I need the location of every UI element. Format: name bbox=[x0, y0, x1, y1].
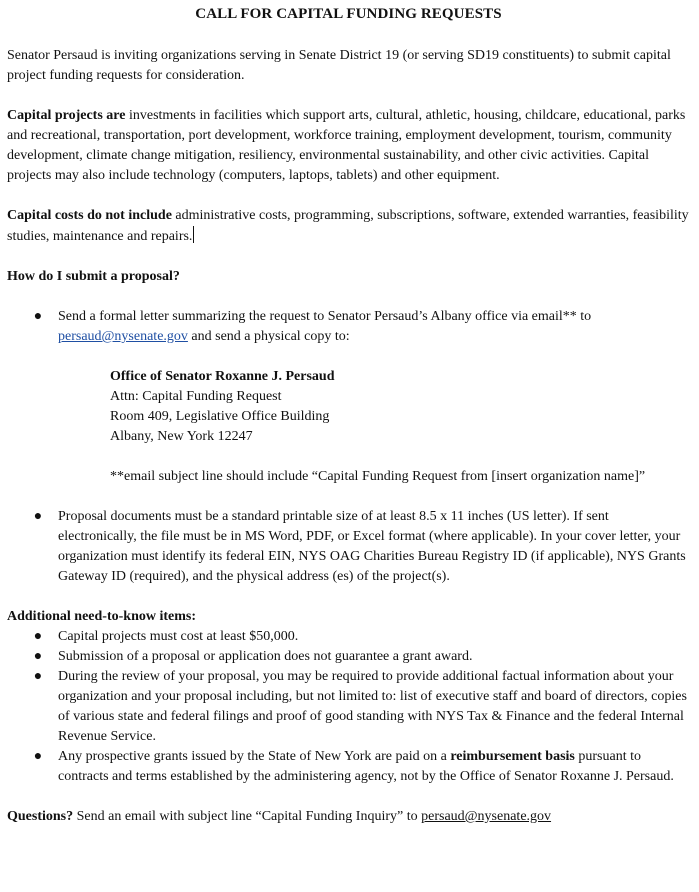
bullet-icon: ● bbox=[33, 669, 43, 684]
text-cursor bbox=[193, 226, 194, 243]
address-room: Room 409, Legislative Office Building bbox=[110, 409, 330, 424]
bullet-icon: ● bbox=[33, 749, 43, 764]
how-to-submit-heading-text: How do I submit a proposal? bbox=[7, 269, 180, 284]
submit-bullet-documents bbox=[7, 507, 690, 587]
capital-projects-paragraph bbox=[7, 106, 690, 186]
capital-projects-lead: Capital projects are bbox=[7, 108, 126, 123]
address-city: Albany, New York 12247 bbox=[110, 429, 253, 444]
document-title: CALL FOR CAPITAL FUNDING REQUESTS bbox=[195, 6, 502, 22]
item-review-info bbox=[7, 667, 690, 747]
email-subject-note: **email subject line should include “Capital Funding Request from [insert organization name]” bbox=[110, 469, 646, 484]
bullet-icon: ● bbox=[33, 509, 43, 524]
item-review-info-text: During the review of your proposal, you may be required to provide additional factual information about your organization and your proposal including, but not limited to: list of executive staff and board of directors, copies of various state and federal filings and proof of good standing with NYS Tax & Finance and the federal Internal Revenue Service. bbox=[58, 669, 687, 744]
bullet2-text: Proposal documents must be a standard printable size of at least 8.5 x 11 inches (US letter). If sent electronically, the file must be in MS Word, PDF, or Excel format (where applicable). In your cover letter, your organization must identify its federal EIN, NYS OAG Charities Bureau Registry ID (if applicable), NYS Grants Gateway ID (required), and the physical address (es) of the project(s). bbox=[58, 509, 686, 584]
capital-costs-text: administrative costs, programming, subscriptions, software, extended warranties, feasibility studies, maintenance and repairs. bbox=[7, 208, 689, 244]
item-minimum-cost bbox=[7, 627, 690, 647]
address-office: Office of Senator Roxanne J. Persaud bbox=[110, 369, 335, 384]
how-to-submit-heading bbox=[7, 267, 690, 287]
additional-items-heading-text: Additional need-to-know items: bbox=[7, 609, 197, 624]
questions-text: Send an email with subject line “Capital Funding Inquiry” to bbox=[73, 809, 422, 824]
intro-paragraph: Senator Persaud is inviting organizations serving in Senate District 19 (or serving SD19 constituents) to submit capital project funding requests for consideration. bbox=[7, 48, 671, 83]
questions-line bbox=[7, 807, 690, 827]
questions-lead: Questions? bbox=[7, 809, 74, 824]
bullet1-text-before: Send a formal letter summarizing the request to Senator Persaud’s Albany office via email** to bbox=[58, 309, 592, 324]
capital-projects-text: investments in facilities which support arts, cultural, athletic, housing, childcare, educational, parks and recreational, transportation, port development, workforce training, employment development, tourism, community development, climate change mitigation, resiliency, environmental sustainability, and other civic activities. Capital projects may also include technology (computers, laptops, tablets) and other equipment. bbox=[7, 108, 686, 183]
bullet1-text-after: and send a physical copy to: bbox=[187, 329, 350, 344]
mailing-address bbox=[58, 367, 690, 447]
item-reimbursement-text-after: pursuant to contracts and terms established by the administering agency, not by the Office of Senator Roxanne J. Persaud. bbox=[58, 749, 674, 784]
item-minimum-cost-text: Capital projects must cost at least $50,000. bbox=[58, 629, 299, 644]
capital-costs-lead: Capital costs do not include bbox=[7, 208, 172, 223]
address-attn: Attn: Capital Funding Request bbox=[110, 389, 282, 404]
bullet-icon: ● bbox=[33, 629, 43, 644]
item-reimbursement-text-before: Any prospective grants issued by the State of New York are paid on a bbox=[58, 749, 451, 764]
submit-bullet-letter bbox=[7, 307, 690, 487]
bullet-icon: ● bbox=[33, 309, 43, 324]
item-no-guarantee bbox=[7, 647, 690, 667]
bullet-icon: ● bbox=[33, 649, 43, 664]
capital-costs-paragraph bbox=[7, 206, 690, 247]
questions-email-link[interactable]: persaud@nysenate.gov bbox=[421, 809, 552, 824]
item-no-guarantee-text: Submission of a proposal or application does not guarantee a grant award. bbox=[58, 649, 473, 664]
item-reimbursement bbox=[7, 747, 690, 787]
item-reimbursement-bold: reimbursement basis bbox=[450, 749, 575, 764]
additional-items-heading bbox=[7, 607, 690, 627]
email-link[interactable]: persaud@nysenate.gov bbox=[58, 329, 188, 344]
